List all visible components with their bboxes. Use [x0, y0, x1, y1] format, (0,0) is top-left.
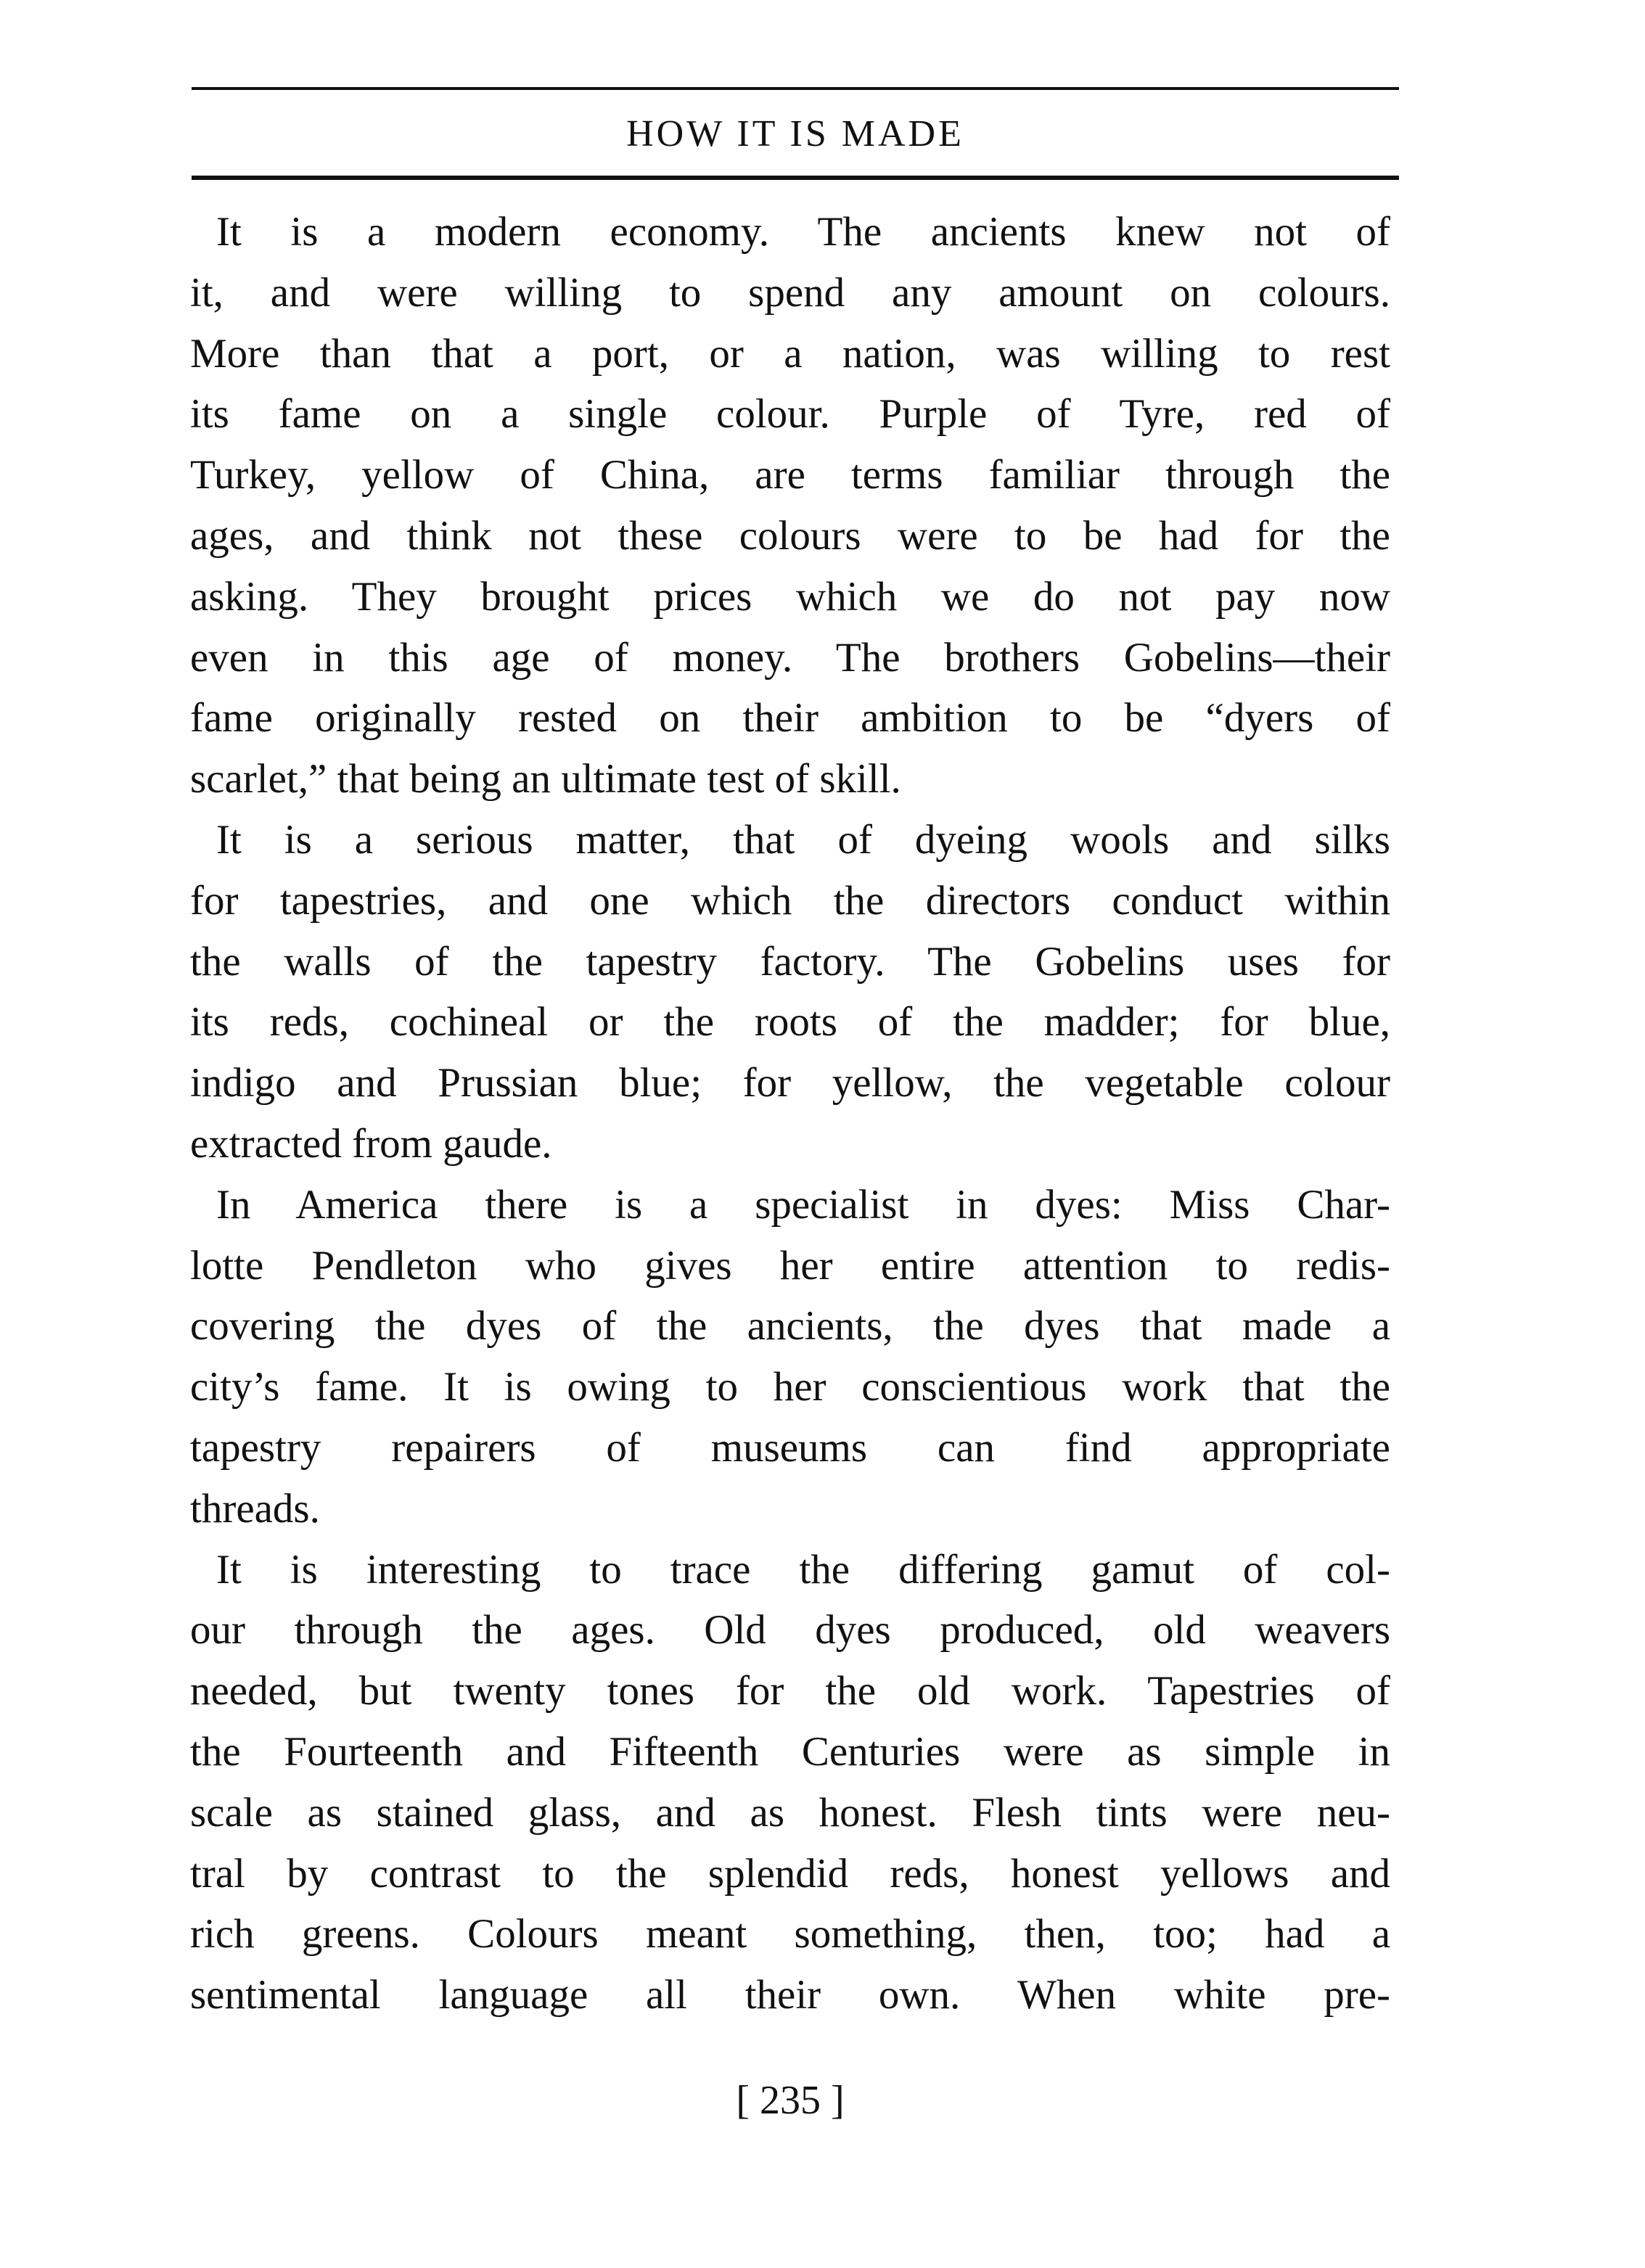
text-line: lotte Pendleton who gives her entire attention to redis- [190, 1242, 1390, 1289]
text-line: its reds, cochineal or the roots of the madder; for blue, [190, 999, 1390, 1045]
text-line: ages, and think not these colours were to be had for the [190, 512, 1390, 559]
text-line: our through the ages. Old dyes produced, old weavers [190, 1607, 1390, 1653]
text-line: even in this age of money. The brothers Gobelins—their [190, 634, 1390, 681]
body-text [190, 202, 1390, 2026]
paragraph [190, 1175, 1390, 1540]
text-line: scarlet,” that being an ultimate test of skill. [190, 756, 901, 802]
text-line: it, and were willing to spend any amount on colours. [190, 269, 1390, 316]
text-line: Turkey, yellow of China, are terms familiar through the [190, 452, 1390, 498]
paragraph [190, 810, 1390, 1175]
text-line: It is a modern economy. The ancients knew not of [216, 209, 1390, 255]
text-line: city’s fame. It is owing to her conscientious work that the [190, 1364, 1390, 1410]
text-line: It is interesting to trace the differing gamut of col- [216, 1546, 1390, 1593]
text-line: asking. They brought prices which we do not pay now [190, 573, 1390, 620]
text-line: threads. [190, 1485, 320, 1532]
text-line: its fame on a single colour. Purple of Tyre, red of [190, 391, 1390, 437]
text-line: tapestry repairers of museums can find appropriate [190, 1424, 1390, 1471]
text-line: sentimental language all their own. When white pre- [190, 1972, 1390, 2018]
paragraph [190, 1540, 1390, 2026]
text-line: the Fourteenth and Fifteenth Centuries were as simple in [190, 1728, 1390, 1775]
paragraph [190, 202, 1390, 810]
text-line: tral by contrast to the splendid reds, honest yellows and [190, 1850, 1390, 1897]
text-line: More than that a port, or a nation, was willing to rest [190, 330, 1390, 377]
text-line: scale as stained glass, and as honest. Flesh tints were neu- [190, 1789, 1390, 1836]
running-head: HOW IT IS MADE [626, 113, 964, 155]
text-line: indigo and Prussian blue; for yellow, the vegetable colour [190, 1060, 1390, 1106]
text-line: the walls of the tapestry factory. The Gobelins uses for [190, 938, 1390, 985]
text-line: rich greens. Colours meant something, then, too; had a [190, 1911, 1390, 1957]
text-line: covering the dyes of the ancients, the dyes that made a [190, 1303, 1390, 1349]
text-line: needed, but twenty tones for the old work. Tapestries of [190, 1668, 1390, 1714]
text-line: It is a serious matter, that of dyeing wools and silks [216, 816, 1390, 863]
text-line: fame originally rested on their ambition to be “dyers of [190, 695, 1390, 741]
header-rule-bottom [192, 176, 1399, 180]
header-rule-top [192, 87, 1399, 90]
text-line: for tapestries, and one which the directors conduct within [190, 877, 1390, 924]
page-number: [ 235 ] [736, 2078, 845, 2123]
text-line: extracted from gaude. [190, 1120, 552, 1167]
text-line: In America there is a specialist in dyes: Miss Char- [216, 1181, 1390, 1228]
